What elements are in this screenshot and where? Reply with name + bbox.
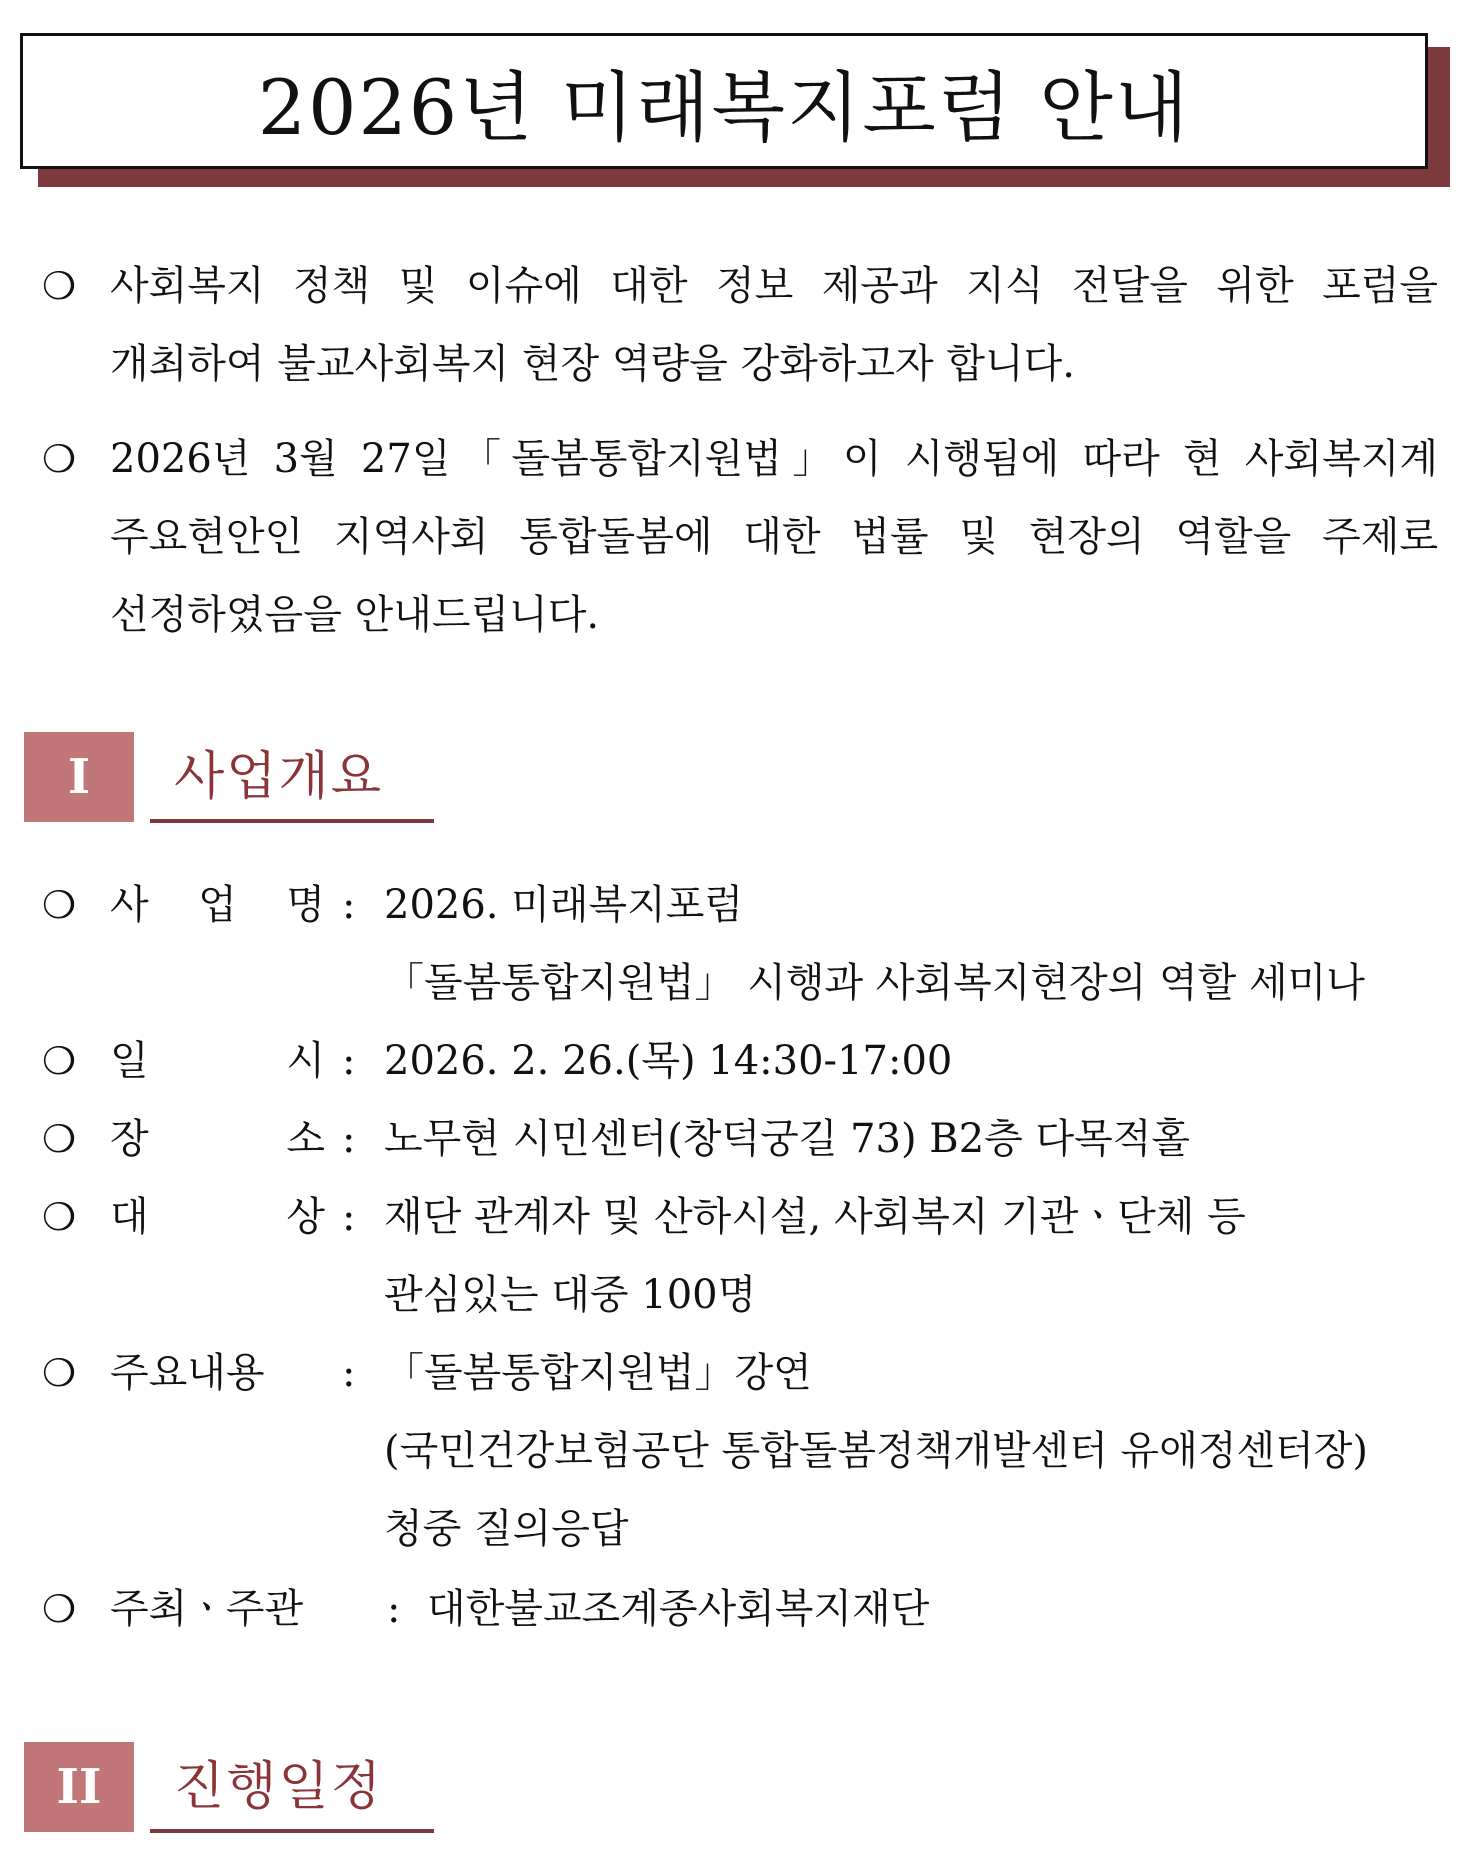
overview-row-host bbox=[42, 1570, 1438, 1648]
circle-bullet-icon: ❍ bbox=[42, 1587, 77, 1631]
section-header-1 bbox=[24, 732, 424, 824]
row-label: 주요내용 bbox=[110, 1350, 265, 1396]
row-value: 「돌봄통합지원법」강연 bbox=[384, 1350, 812, 1396]
overview-row-content-cont bbox=[42, 1412, 1438, 1490]
section-underline bbox=[150, 819, 434, 823]
circle-bullet-icon: ❍ bbox=[42, 1117, 77, 1161]
intro-line: 사회복지 정책 및 이슈에 대한 정보 제공과 지식 전달을 위한 포럼을 bbox=[110, 263, 1438, 309]
section-underline bbox=[150, 1829, 434, 1833]
overview-row-target-cont bbox=[42, 1256, 1438, 1334]
row-colon: : bbox=[342, 882, 356, 928]
overview-row-name bbox=[42, 866, 1438, 944]
section-header-2 bbox=[24, 1742, 424, 1834]
overview-row-date bbox=[42, 1022, 1438, 1100]
intro-line: 주요현안인 지역사회 통합돌봄에 대한 법률 및 현장의 역할을 주제로 bbox=[110, 514, 1438, 560]
row-colon: : bbox=[342, 1194, 356, 1240]
page-title: 2026년 미래복지포럼 안내 bbox=[20, 33, 1428, 169]
overview-row-target bbox=[42, 1178, 1438, 1256]
row-label: 대 상 bbox=[110, 1194, 325, 1240]
row-value: 청중 질의응답 bbox=[384, 1506, 629, 1552]
section-number: II bbox=[24, 1742, 134, 1832]
row-label: 일 시 bbox=[110, 1038, 325, 1084]
row-value: 관심있는 대중 100명 bbox=[384, 1272, 757, 1318]
row-colon: : bbox=[342, 1350, 356, 1396]
circle-bullet-icon: ❍ bbox=[42, 264, 77, 308]
circle-bullet-icon: ❍ bbox=[42, 437, 77, 481]
circle-bullet-icon: ❍ bbox=[42, 1195, 77, 1239]
intro-line: 선정하였음을 안내드립니다. bbox=[110, 592, 600, 638]
row-value: 대한불교조계종사회복지재단 bbox=[427, 1586, 930, 1632]
row-label: 주최ㆍ주관 bbox=[110, 1586, 304, 1632]
overview-row-place bbox=[42, 1100, 1438, 1178]
circle-bullet-icon: ❍ bbox=[42, 1351, 77, 1395]
row-label: 사 업 명 bbox=[110, 882, 325, 928]
intro-paragraph-2 bbox=[42, 420, 1438, 654]
row-value: 재단 관계자 및 산하시설, 사회복지 기관ㆍ단체 등 bbox=[384, 1194, 1246, 1240]
overview-row-content bbox=[42, 1334, 1438, 1412]
intro-paragraph-1 bbox=[42, 247, 1438, 403]
row-value: 노무현 시민센터(창덕궁길 73) B2층 다목적홀 bbox=[384, 1116, 1191, 1162]
overview-row-content-cont bbox=[42, 1490, 1438, 1568]
circle-bullet-icon: ❍ bbox=[42, 883, 77, 927]
row-value: 「돌봄통합지원법」 시행과 사회복지현장의 역할 세미나 bbox=[384, 960, 1365, 1006]
row-label: 장 소 bbox=[110, 1116, 325, 1162]
section-title: 진행일정 bbox=[174, 1757, 383, 1817]
intro-line: 개최하여 불교사회복지 현장 역량을 강화하고자 합니다. bbox=[110, 341, 1076, 387]
section-title: 사업개요 bbox=[174, 747, 383, 807]
section-number: I bbox=[24, 732, 134, 822]
overview-row-name-cont bbox=[42, 944, 1438, 1022]
row-value: 2026. 2. 26.(목) 14:30-17:00 bbox=[384, 1038, 953, 1084]
row-colon: : bbox=[387, 1586, 401, 1632]
intro-line: 2026년 3월 27일「돌봄통합지원법」이 시행됨에 따라 현 사회복지계 bbox=[110, 436, 1438, 482]
row-colon: : bbox=[342, 1116, 356, 1162]
row-value: (국민건강보험공단 통합돌봄정책개발센터 유애정센터장) bbox=[384, 1428, 1368, 1474]
row-value: 2026. 미래복지포럼 bbox=[384, 882, 744, 928]
row-colon: : bbox=[342, 1038, 356, 1084]
circle-bullet-icon: ❍ bbox=[42, 1039, 77, 1083]
